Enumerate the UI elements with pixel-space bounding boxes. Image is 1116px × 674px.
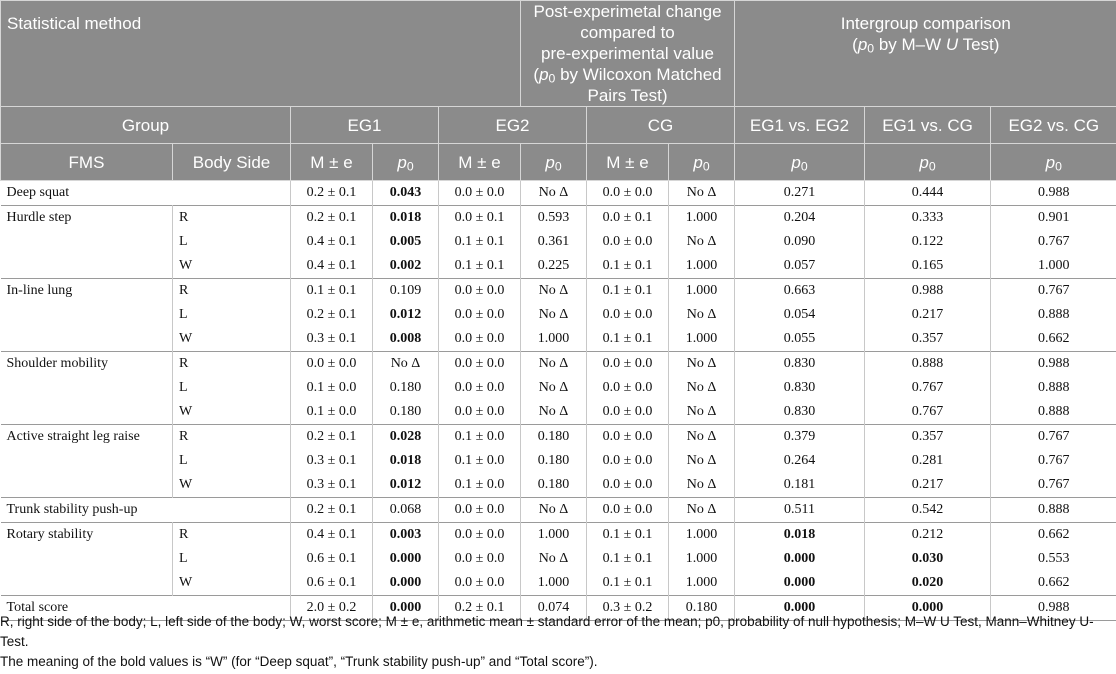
- eg2-vs-cg-p-value: 0.901: [991, 206, 1116, 231]
- eg2-vs-cg-p-value: 0.767: [1038, 234, 1070, 249]
- eg2-mean: 0.0 ± 0.0: [439, 376, 521, 400]
- body-side: R: [173, 206, 291, 231]
- cg-mean: 0.1 ± 0.1: [587, 547, 669, 571]
- eg1-mean: 0.3 ± 0.1: [291, 449, 373, 473]
- eg1-p-value: 0.068: [373, 498, 439, 523]
- header-eg1-vs-eg2: EG1 vs. EG2: [735, 107, 865, 144]
- eg1-mean: 0.6 ± 0.1: [291, 571, 373, 596]
- cg-mean: 0.0 ± 0.0: [587, 400, 669, 425]
- post-change-line3: ($p_0$ by Wilcoxon Matched Pairs Test): [533, 65, 722, 105]
- eg1-vs-eg2-p-value: 0.054: [735, 303, 865, 327]
- eg1-p-value: 0.018: [373, 449, 439, 473]
- eg2-p-value: 1.000: [521, 523, 587, 548]
- eg1-mean: 0.3 ± 0.1: [291, 473, 373, 498]
- header-group: Group: [1, 107, 291, 144]
- cg-mean: 0.0 ± 0.0: [587, 230, 669, 254]
- eg1-vs-eg2-p-value: 0.830: [735, 400, 865, 425]
- body-side: W: [173, 254, 291, 279]
- eg2-p-value: No Δ: [521, 547, 587, 571]
- header-eg1-vs-cg: EG1 vs. CG: [865, 107, 991, 144]
- eg1-vs-cg-p-value: 0.217: [865, 473, 991, 498]
- eg2-vs-cg-p-value: 0.988: [991, 596, 1116, 621]
- eg1-vs-cg-p-value: 0.122: [865, 230, 991, 254]
- eg1-vs-cg-p-value: 0.217: [865, 303, 991, 327]
- eg1-p-value: 0.005: [373, 230, 439, 254]
- table-row: [1, 523, 1116, 548]
- fms-test-name: Hurdle step: [1, 206, 173, 279]
- eg2-vs-cg-p-value: 0.767: [1038, 453, 1070, 468]
- body-side: W: [173, 400, 291, 425]
- table-body: [1, 181, 1116, 621]
- cg-mean: 0.0 ± 0.0: [587, 352, 669, 377]
- eg2-mean: 0.0 ± 0.0: [439, 498, 521, 523]
- eg2-vs-cg-p-value: 0.888: [1038, 380, 1070, 395]
- eg1-vs-eg2-p-value: 0.830: [735, 352, 865, 377]
- eg1-vs-cg-p-value: 0.030: [865, 547, 991, 571]
- header-eg1: EG1: [291, 107, 439, 144]
- header-eg1-vs-eg2-p: $p_0$: [735, 144, 865, 181]
- eg1-vs-eg2-p-value: 0.511: [735, 498, 865, 523]
- eg2-mean: 0.1 ± 0.0: [439, 473, 521, 498]
- eg1-p-value: 0.012: [373, 303, 439, 327]
- eg2-vs-cg-p-value: 0.888: [991, 498, 1116, 523]
- cg-p-value: 1.000: [669, 547, 735, 571]
- eg2-vs-cg-p-value: 0.888: [1038, 404, 1070, 419]
- eg1-vs-eg2-p-value: 0.000: [735, 571, 865, 596]
- eg2-mean: 0.0 ± 0.0: [439, 352, 521, 377]
- eg2-vs-cg-p-value: 0.767: [991, 425, 1116, 450]
- header-cg-p: $p_0$: [669, 144, 735, 181]
- eg1-mean: 0.4 ± 0.1: [291, 230, 373, 254]
- eg2-vs-cg-p-value: 0.662: [991, 523, 1116, 548]
- eg2-mean: 0.0 ± 0.0: [439, 181, 521, 206]
- eg1-mean: 0.0 ± 0.0: [291, 352, 373, 377]
- eg1-vs-cg-p-value: 0.000: [865, 596, 991, 621]
- cg-p-value: No Δ: [669, 181, 735, 206]
- eg1-p-value: 0.180: [373, 376, 439, 400]
- header-eg2-vs-cg: EG2 vs. CG: [991, 107, 1116, 144]
- header-statistical-method: Statistical method: [1, 1, 521, 107]
- post-change-line2: pre-experimental value: [541, 44, 714, 63]
- eg2-mean: 0.0 ± 0.0: [439, 400, 521, 425]
- eg2-p-value: 1.000: [521, 571, 587, 596]
- eg1-vs-cg-p-value: 0.767: [865, 376, 991, 400]
- eg1-p-value: 0.000: [373, 547, 439, 571]
- cg-p-value: No Δ: [669, 352, 735, 377]
- eg2-p-value: 1.000: [521, 327, 587, 352]
- eg1-mean: 0.1 ± 0.0: [291, 400, 373, 425]
- eg2-p-value: 0.074: [521, 596, 587, 621]
- cg-p-value: 1.000: [669, 254, 735, 279]
- eg2-p-value: 0.593: [521, 206, 587, 231]
- eg1-vs-eg2-p-value: 0.663: [735, 279, 865, 304]
- eg1-mean: 0.2 ± 0.1: [291, 181, 373, 206]
- eg2-mean: 0.0 ± 0.0: [439, 571, 521, 596]
- eg1-vs-eg2-p-value: 0.057: [735, 254, 865, 279]
- eg1-vs-cg-p-value: 0.212: [865, 523, 991, 548]
- eg2-p-value: No Δ: [521, 279, 587, 304]
- cg-mean: 0.3 ± 0.2: [587, 596, 669, 621]
- header-eg2-mean: M ± e: [439, 144, 521, 181]
- eg1-vs-cg-p-value: 0.542: [865, 498, 991, 523]
- eg1-vs-cg-p-value: 0.333: [865, 206, 991, 231]
- eg1-mean: 0.2 ± 0.1: [291, 303, 373, 327]
- eg2-vs-cg-p-value: 1.000: [1038, 258, 1070, 273]
- eg2-mean: 0.0 ± 0.1: [439, 206, 521, 231]
- cg-p-value: No Δ: [669, 473, 735, 498]
- eg1-mean: 0.1 ± 0.1: [291, 279, 373, 304]
- eg2-p-value: No Δ: [521, 352, 587, 377]
- eg2-vs-cg-p-value: 0.888: [1038, 307, 1070, 322]
- cg-p-value: 0.180: [669, 596, 735, 621]
- header-eg1-mean: M ± e: [291, 144, 373, 181]
- eg2-p-value: No Δ: [521, 498, 587, 523]
- body-side: W: [173, 473, 291, 498]
- eg1-vs-eg2-p-value: 0.000: [735, 596, 865, 621]
- table-row: [1, 279, 1116, 304]
- fms-test-name: Shoulder mobility: [1, 352, 173, 425]
- table-row: [1, 206, 1116, 231]
- eg1-p-value: 0.002: [373, 254, 439, 279]
- body-side: L: [173, 376, 291, 400]
- eg1-p-value: 0.012: [373, 473, 439, 498]
- header-cg: CG: [587, 107, 735, 144]
- cg-p-value: 1.000: [669, 206, 735, 231]
- eg1-p-value: 0.018: [373, 206, 439, 231]
- cg-mean: 0.1 ± 0.1: [587, 279, 669, 304]
- eg1-p-value: No Δ: [373, 352, 439, 377]
- cg-p-value: 1.000: [669, 279, 735, 304]
- eg1-p-value: 0.180: [373, 400, 439, 425]
- eg1-vs-cg-p-value: 0.444: [865, 181, 991, 206]
- eg2-vs-cg-p-value: 0.988: [991, 352, 1116, 377]
- eg1-mean: 0.4 ± 0.1: [291, 254, 373, 279]
- eg2-p-value: 0.180: [521, 425, 587, 450]
- eg1-vs-eg2-p-value: 0.000: [735, 547, 865, 571]
- fms-test-name: Trunk stability push-up: [1, 498, 291, 523]
- eg1-vs-cg-p-value: 0.357: [865, 327, 991, 352]
- body-side: L: [173, 547, 291, 571]
- body-side: R: [173, 523, 291, 548]
- header-body-side: Body Side: [173, 144, 291, 181]
- cg-p-value: No Δ: [669, 498, 735, 523]
- body-side: L: [173, 230, 291, 254]
- eg1-mean: 0.6 ± 0.1: [291, 547, 373, 571]
- eg1-mean: 0.1 ± 0.0: [291, 376, 373, 400]
- eg2-p-value: No Δ: [521, 376, 587, 400]
- eg1-p-value: 0.109: [373, 279, 439, 304]
- eg2-p-value: No Δ: [521, 181, 587, 206]
- cg-p-value: 1.000: [669, 327, 735, 352]
- eg1-p-value: 0.000: [373, 571, 439, 596]
- eg1-vs-eg2-p-value: 0.181: [735, 473, 865, 498]
- cg-p-value: No Δ: [669, 230, 735, 254]
- table-row: [1, 181, 1116, 206]
- eg1-mean: 0.3 ± 0.1: [291, 327, 373, 352]
- eg2-p-value: 0.361: [521, 230, 587, 254]
- cg-mean: 0.0 ± 0.0: [587, 376, 669, 400]
- eg1-vs-cg-p-value: 0.281: [865, 449, 991, 473]
- eg2-p-value: 0.180: [521, 473, 587, 498]
- cg-mean: 0.0 ± 0.0: [587, 449, 669, 473]
- eg1-mean: 0.2 ± 0.1: [291, 425, 373, 450]
- header-intergroup: [735, 1, 1116, 107]
- eg1-vs-eg2-p-value: 0.264: [735, 449, 865, 473]
- eg1-vs-cg-p-value: 0.888: [865, 352, 991, 377]
- header-cg-mean: M ± e: [587, 144, 669, 181]
- body-side: L: [173, 449, 291, 473]
- body-side: R: [173, 352, 291, 377]
- eg1-vs-cg-p-value: 0.988: [865, 279, 991, 304]
- cg-mean: 0.0 ± 0.0: [587, 498, 669, 523]
- eg2-vs-cg-p-value: 0.662: [1038, 331, 1070, 346]
- body-side: L: [173, 303, 291, 327]
- table-footnotes: [0, 612, 1112, 672]
- post-change-line1: Post-experimetal change compared to: [533, 2, 722, 42]
- header-eg2-p: $p_0$: [521, 144, 587, 181]
- footnote-bold-meaning: The meaning of the bold values is “W” (for “Deep squat”, “Trunk stability push-up” and “Total score”).: [0, 654, 598, 669]
- cg-p-value: 1.000: [669, 523, 735, 548]
- intergroup-line2: ($p_0$ by M–W U Test): [852, 35, 1000, 56]
- eg1-vs-eg2-p-value: 0.055: [735, 327, 865, 352]
- cg-mean: 0.0 ± 0.0: [587, 473, 669, 498]
- eg2-p-value: No Δ: [521, 400, 587, 425]
- eg1-vs-cg-p-value: 0.020: [865, 571, 991, 596]
- eg1-vs-eg2-p-value: 0.271: [735, 181, 865, 206]
- cg-mean: 0.1 ± 0.1: [587, 254, 669, 279]
- eg1-p-value: 0.000: [373, 596, 439, 621]
- eg1-vs-eg2-p-value: 0.830: [735, 376, 865, 400]
- header-eg1-p: $p_0$: [373, 144, 439, 181]
- eg1-mean: 0.2 ± 0.1: [291, 206, 373, 231]
- header-eg2: EG2: [439, 107, 587, 144]
- cg-p-value: No Δ: [669, 425, 735, 450]
- table-row: [1, 498, 1116, 523]
- eg2-mean: 0.1 ± 0.0: [439, 425, 521, 450]
- eg2-mean: 0.0 ± 0.0: [439, 279, 521, 304]
- eg1-vs-eg2-p-value: 0.090: [735, 230, 865, 254]
- eg1-vs-cg-p-value: 0.357: [865, 425, 991, 450]
- cg-mean: 0.1 ± 0.1: [587, 571, 669, 596]
- eg2-p-value: 0.225: [521, 254, 587, 279]
- eg2-mean: 0.0 ± 0.0: [439, 327, 521, 352]
- fms-test-name: Total score: [1, 596, 291, 621]
- cg-mean: 0.0 ± 0.0: [587, 425, 669, 450]
- eg2-p-value: No Δ: [521, 303, 587, 327]
- eg1-p-value: 0.008: [373, 327, 439, 352]
- intergroup-line1: Intergroup comparison: [840, 14, 1011, 33]
- cg-p-value: No Δ: [669, 303, 735, 327]
- eg2-mean: 0.1 ± 0.1: [439, 230, 521, 254]
- cg-mean: 0.0 ± 0.0: [587, 303, 669, 327]
- eg2-vs-cg-p-value: 0.988: [991, 181, 1116, 206]
- body-side: R: [173, 425, 291, 450]
- eg1-mean: 0.4 ± 0.1: [291, 523, 373, 548]
- cg-p-value: No Δ: [669, 449, 735, 473]
- eg1-p-value: 0.003: [373, 523, 439, 548]
- eg2-mean: 0.0 ± 0.0: [439, 523, 521, 548]
- table-row: [1, 352, 1116, 377]
- eg2-vs-cg-p-value: 0.767: [1038, 477, 1070, 492]
- cg-mean: 0.1 ± 0.1: [587, 523, 669, 548]
- eg1-vs-cg-p-value: 0.165: [865, 254, 991, 279]
- eg1-vs-eg2-p-value: 0.379: [735, 425, 865, 450]
- eg1-mean: 0.2 ± 0.1: [291, 498, 373, 523]
- fms-test-name: Deep squat: [1, 181, 291, 206]
- body-side: W: [173, 571, 291, 596]
- eg1-p-value: 0.028: [373, 425, 439, 450]
- header-post-change: [521, 1, 735, 107]
- eg2-vs-cg-p-value: 0.553: [1038, 551, 1070, 566]
- fms-test-name: Active straight leg raise: [1, 425, 173, 498]
- eg2-vs-cg-p-value: 0.662: [1038, 575, 1070, 590]
- cg-mean: 0.0 ± 0.1: [587, 206, 669, 231]
- body-side: R: [173, 279, 291, 304]
- eg1-vs-eg2-p-value: 0.018: [735, 523, 865, 548]
- table-row: [1, 425, 1116, 450]
- body-side: W: [173, 327, 291, 352]
- eg2-mean: 0.1 ± 0.0: [439, 449, 521, 473]
- header-eg1-vs-cg-p: $p_0$: [865, 144, 991, 181]
- eg2-mean: 0.0 ± 0.0: [439, 303, 521, 327]
- cg-mean: 0.0 ± 0.0: [587, 181, 669, 206]
- footnote-abbreviations: R, right side of the body; L, left side of the body; W, worst score; M ± e, arithmetic mean ± standard error of the mean; p0, probability of null hypothesis; M–W U Test, Mann–Whitney U-Test.: [0, 614, 1094, 649]
- cg-p-value: No Δ: [669, 400, 735, 425]
- eg2-vs-cg-p-value: 0.767: [991, 279, 1116, 304]
- eg1-p-value: 0.043: [373, 181, 439, 206]
- fms-test-name: In-line lung: [1, 279, 173, 352]
- eg1-vs-eg2-p-value: 0.204: [735, 206, 865, 231]
- eg2-p-value: 0.180: [521, 449, 587, 473]
- eg1-vs-cg-p-value: 0.767: [865, 400, 991, 425]
- fms-test-name: Rotary stability: [1, 523, 173, 596]
- cg-p-value: No Δ: [669, 376, 735, 400]
- eg2-mean: 0.0 ± 0.0: [439, 547, 521, 571]
- eg2-mean: 0.2 ± 0.1: [439, 596, 521, 621]
- eg1-mean: 2.0 ± 0.2: [291, 596, 373, 621]
- cg-mean: 0.1 ± 0.1: [587, 327, 669, 352]
- eg2-mean: 0.1 ± 0.1: [439, 254, 521, 279]
- header-fms: FMS: [1, 144, 173, 181]
- cg-p-value: 1.000: [669, 571, 735, 596]
- header-eg2-vs-cg-p: $p_0$: [991, 144, 1116, 181]
